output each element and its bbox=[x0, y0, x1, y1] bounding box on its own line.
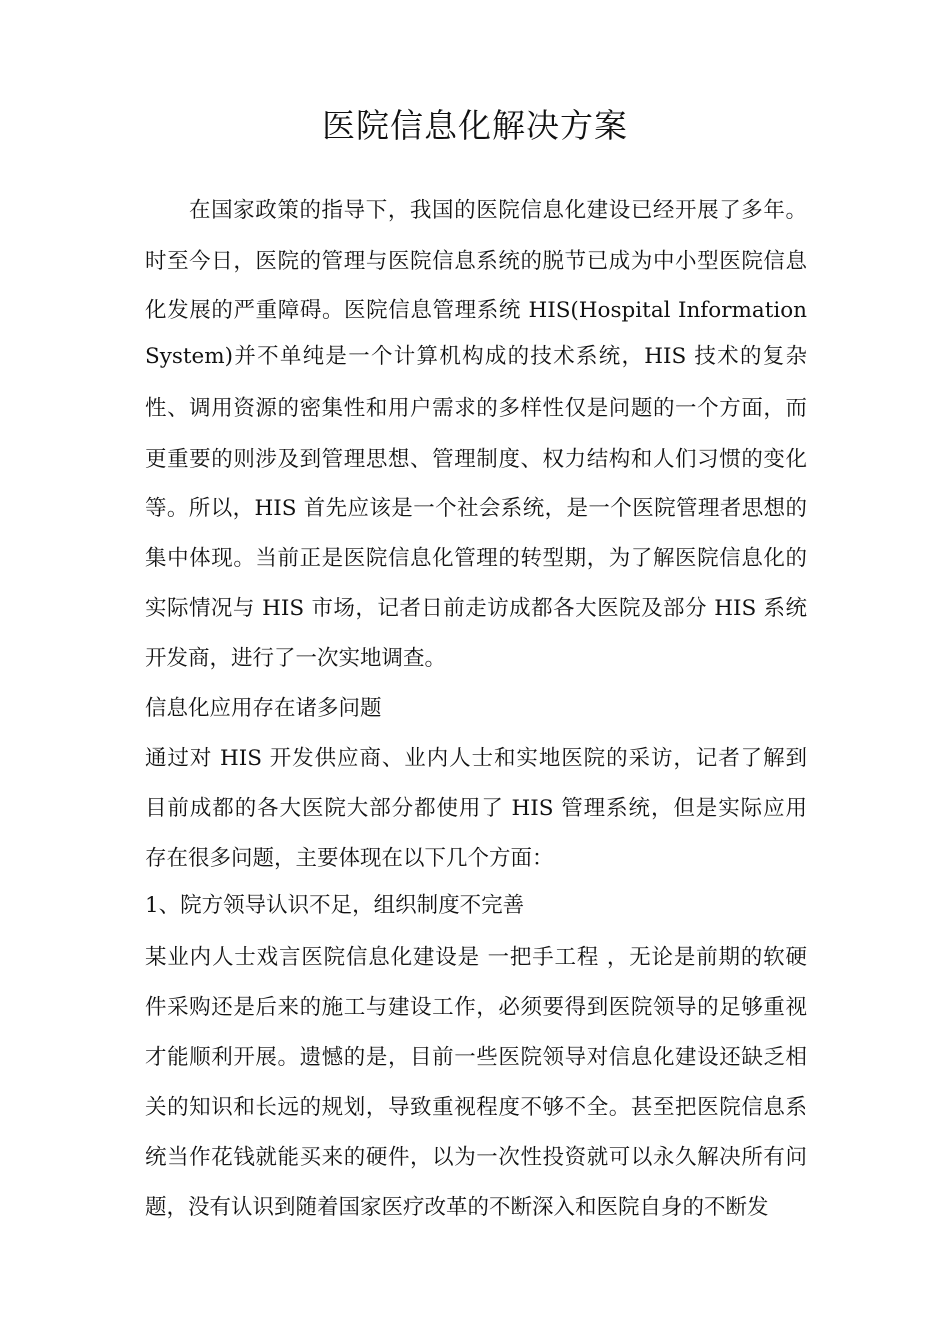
paragraph-line: 存在很多问题，主要体现在以下几个方面： bbox=[145, 846, 554, 871]
paragraph-line: 时至今日，医院的管理与医院信息系统的脱节已成为中小型医院信息 bbox=[145, 249, 807, 274]
paragraph-line: System)并不单纯是一个计算机构成的技术系统，HIS 技术的复杂 bbox=[145, 344, 807, 369]
paragraph-line: 更重要的则涉及到管理思想、管理制度、权力结构和人们习惯的变化 bbox=[145, 447, 807, 472]
paragraph-line: 才能顺利开展。遗憾的是，目前一些医院领导对信息化建设还缺乏相 bbox=[145, 1045, 807, 1070]
paragraph-line: 开发商，进行了一次实地调查。 bbox=[145, 646, 447, 671]
paragraph-line: 目前成都的各大医院大部分都使用了 HIS 管理系统，但是实际应用 bbox=[145, 796, 807, 821]
section-heading: 信息化应用存在诸多问题 bbox=[145, 696, 382, 721]
section-heading: 1、院方领导认识不足，组织制度不完善 bbox=[145, 893, 525, 918]
paragraph-line: 在国家政策的指导下，我国的医院信息化建设已经开展了多年。 bbox=[189, 198, 807, 223]
paragraph-line: 件采购还是后来的施工与建设工作，必须要得到医院领导的足够重视 bbox=[145, 995, 807, 1020]
paragraph-line: 集中体现。当前正是医院信息化管理的转型期，为了解医院信息化的 bbox=[145, 546, 807, 571]
paragraph-line: 题，没有认识到随着国家医疗改革的不断深入和医院自身的不断发 bbox=[145, 1195, 769, 1220]
paragraph-line: 通过对 HIS 开发供应商、业内人士和实地医院的采访，记者了解到 bbox=[145, 746, 807, 771]
document-title: 医院信息化解决方案 bbox=[322, 106, 628, 145]
paragraph-line: 等。所以，HIS 首先应该是一个社会系统，是一个医院管理者思想的 bbox=[145, 496, 807, 521]
paragraph-line: 化发展的严重障碍。医院信息管理系统 HIS(Hospital Information bbox=[145, 298, 807, 323]
paragraph-line: 某业内人士戏言医院信息化建设是 一把手工程 ，无论是前期的软硬 bbox=[145, 945, 807, 970]
paragraph-line: 实际情况与 HIS 市场，记者日前走访成都各大医院及部分 HIS 系统 bbox=[145, 596, 807, 621]
paragraph-line: 关的知识和长远的规划，导致重视程度不够不全。甚至把医院信息系 bbox=[145, 1095, 807, 1120]
paragraph-line: 统当作花钱就能买来的硬件，以为一次性投资就可以永久解决所有问 bbox=[145, 1145, 807, 1170]
paragraph-line: 性、调用资源的密集性和用户需求的多样性仅是问题的一个方面，而 bbox=[145, 396, 807, 421]
